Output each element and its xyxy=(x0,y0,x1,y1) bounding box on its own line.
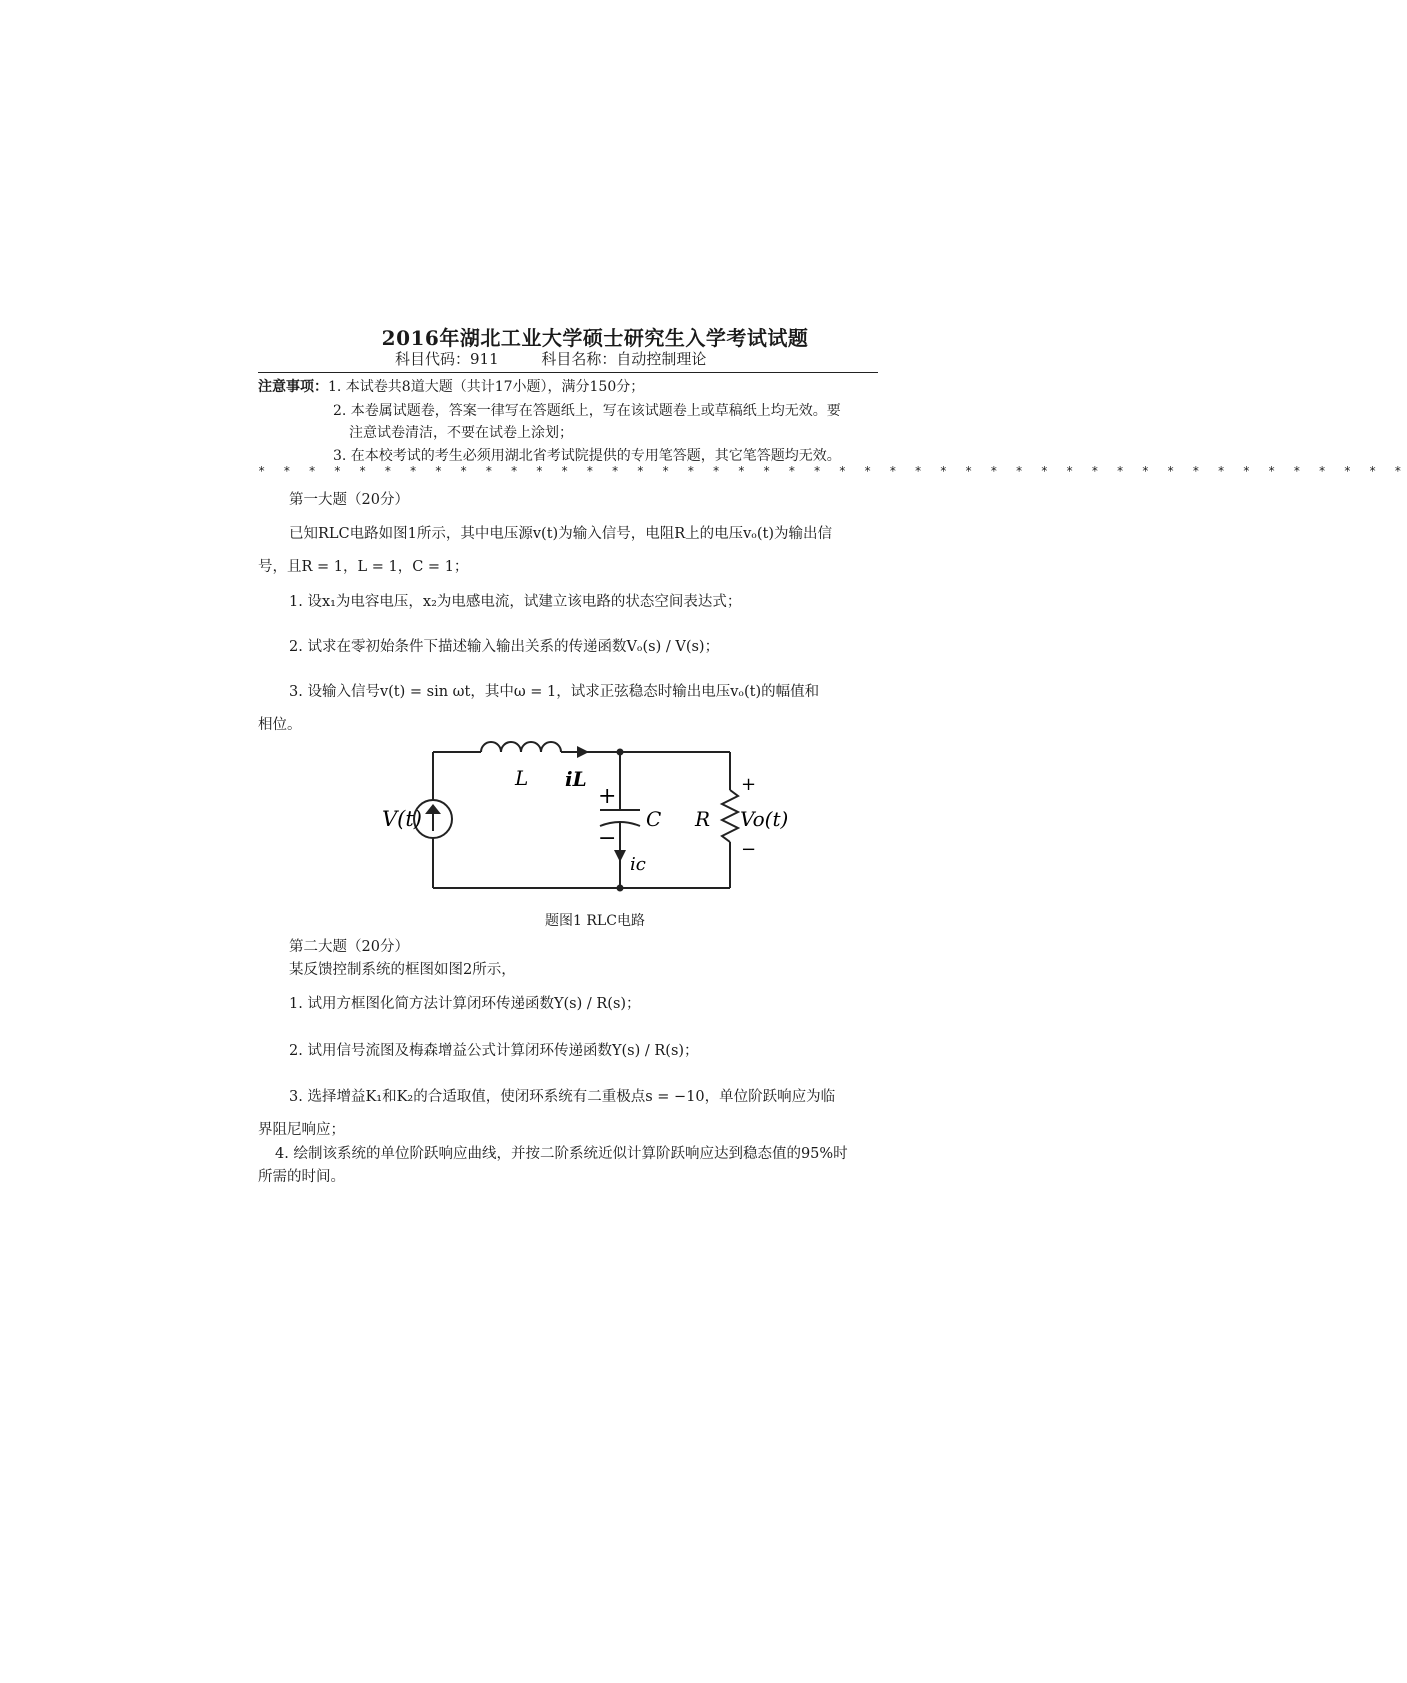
current-label: iL xyxy=(565,767,587,791)
inductor-coil xyxy=(481,742,561,752)
note-item-2: 2. 本卷属试题卷，答案一律写在答题纸上，写在该试题卷上或草稿纸上均无效。要 xyxy=(333,403,841,419)
q2-item-3-line-1: 3. 选择增益K₁和K₂的合适取值，使闭环系统有二重极点s = −10，单位阶跃响应为临 xyxy=(289,1089,836,1105)
cap-current-label: ic xyxy=(630,854,646,875)
out-minus: − xyxy=(741,839,757,860)
output-label: Vo(t) xyxy=(740,807,789,831)
figure1-caption: 题图1 RLC电路 xyxy=(545,913,645,929)
cap-plus: + xyxy=(598,784,617,809)
note-item-2-cont: 注意试卷清洁，不要在试卷上涂划； xyxy=(349,425,573,441)
note-item-1: 1. 本试卷共8道大题（共计17小题），满分150分； xyxy=(328,379,645,395)
q1-intro-line-1: 已知RLC电路如图1所示，其中电压源v(t)为输入信号，电阻R上的电压vₒ(t)为输出信 xyxy=(289,526,833,542)
exam-title: 2016年湖北工业大学硕士研究生入学考试试题 xyxy=(381,326,809,350)
notes-label: 注意事项： xyxy=(258,379,328,395)
note-item-3: 3. 在本校考试的考生必须用湖北省考试院提供的专用笔答题，其它笔答题均无效。 xyxy=(333,448,841,464)
header-rule xyxy=(258,372,878,373)
q2-item-3-line-2: 界阻尼响应； xyxy=(258,1122,345,1138)
q2-item-1: 1. 试用方框图化简方法计算闭环传递函数Y(s) / R(s)； xyxy=(289,996,641,1012)
q1-heading: 第一大题（20分） xyxy=(289,492,409,508)
resistor-label: R xyxy=(695,807,711,831)
q2-item-2: 2. 试用信号流图及梅森增益公式计算闭环传递函数Y(s) / R(s)； xyxy=(289,1043,699,1059)
notes-line-1 xyxy=(258,376,644,396)
separator-stars: * * * * * * * * * * * * * * * * * * * * * * * * * * * * * * * * * * * * * * * * * * * * * * xyxy=(258,464,1407,478)
q1-item-3-line-1: 3. 设输入信号v(t) = sin ωt，其中ω = 1，试求正弦稳态时输出电压vₒ(t)的幅值和 xyxy=(289,684,820,700)
q1-item-3-line-2: 相位。 xyxy=(258,717,302,733)
top-node xyxy=(617,749,624,756)
rlc-circuit-diagram xyxy=(370,735,789,905)
out-plus: + xyxy=(741,774,757,795)
q1-intro-line-2: 号，且R = 1，L = 1，C = 1； xyxy=(258,559,469,575)
capacitor-label: C xyxy=(646,807,662,831)
q2-intro: 某反馈控制系统的框图如图2所示， xyxy=(289,962,516,978)
q1-item-1: 1. 设x₁为电容电压，x₂为电感电流，试建立该电路的状态空间表达式； xyxy=(289,594,742,610)
subject-name: 科目名称：自动控制理论 xyxy=(541,350,707,368)
q1-item-2: 2. 试求在零初始条件下描述输入输出关系的传递函数Vₒ(s) / V(s)； xyxy=(289,639,720,655)
q2-item-4-line-1: 4. 绘制该系统的单位阶跃响应曲线，并按二阶系统近似计算阶跃响应达到稳态值的95%时 xyxy=(275,1146,848,1162)
cap-minus: − xyxy=(598,826,617,851)
source-label: V(t) xyxy=(382,807,422,831)
bottom-node xyxy=(617,885,624,892)
inductor-label: L xyxy=(515,766,529,790)
subject-line xyxy=(395,348,744,369)
subject-code: 科目代码：911 xyxy=(395,350,499,368)
q2-item-4-line-2: 所需的时间。 xyxy=(258,1169,345,1185)
q2-heading: 第二大题（20分） xyxy=(289,939,409,955)
